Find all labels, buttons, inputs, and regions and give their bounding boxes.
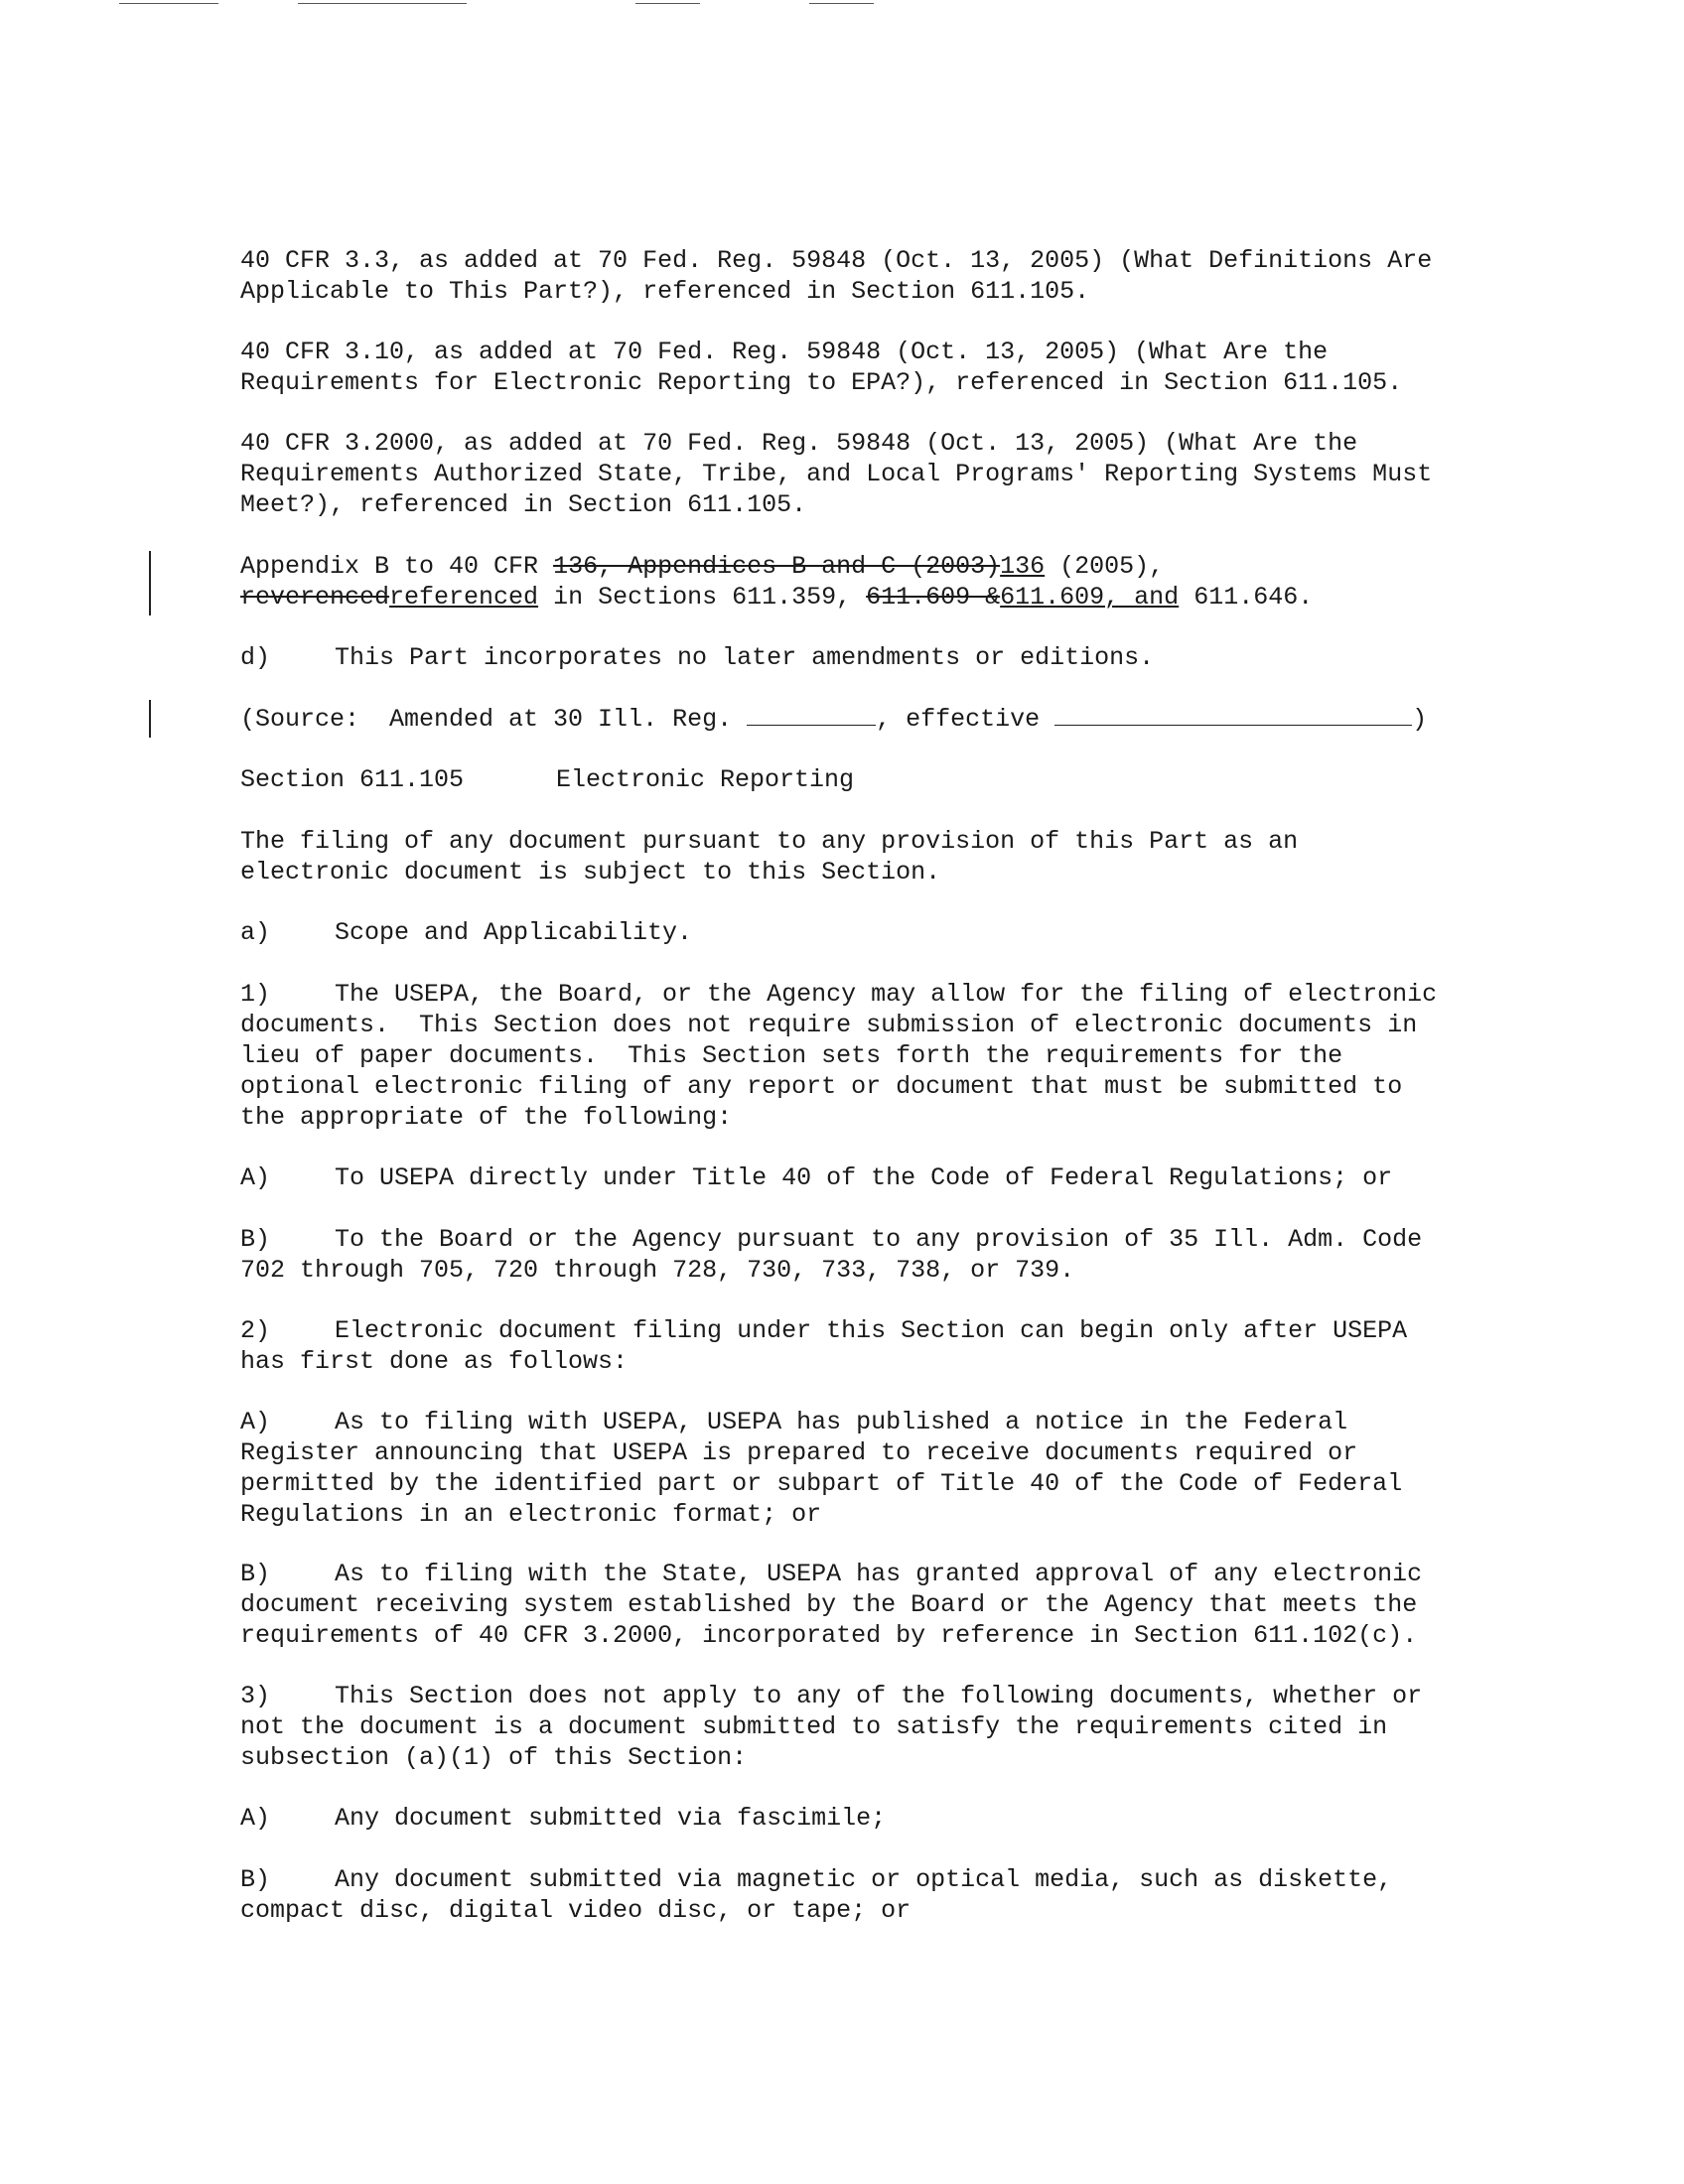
subsection-a-1: 1) The USEPA, the Board, or the Agency may allow for the filing of electronic documents. This Section does not require submission of electronic documents in lieu of paper documents. This Section sets forth the requirements for the optional electronic filing of any report or document that must be submitted to the appropriate of the following: — [240, 980, 1438, 1132]
inserted-text: 611.609, and — [1000, 583, 1180, 612]
subsection-a: a) Scope and Applicability. — [240, 918, 693, 947]
scan-mark — [635, 3, 700, 4]
reference-cfr-3-10: 40 CFR 3.10, as added at 70 Fed. Reg. 59848 (Oct. 13, 2005) (What Are the Requirements for Electronic Reporting to EPA?), referenced in Section 611.105. — [240, 338, 1403, 397]
inserted-text: 136 — [1000, 552, 1046, 581]
source-note: (Source: Amended at 30 Ill. Reg. , effective ) — [240, 705, 1428, 734]
inserted-text: referenced — [389, 583, 539, 612]
deleted-text: reverenced — [240, 583, 390, 612]
reference-cfr-3-2000: 40 CFR 3.2000, as added at 70 Fed. Reg. 59848 (Oct. 13, 2005) (What Are the Requirements Authorized State, Tribe, and Local Programs' Reporting Systems Must Meet?), referenced in Section 611.105. — [240, 429, 1433, 519]
scan-mark — [809, 3, 874, 4]
deleted-text: 611.609 & — [866, 583, 1001, 612]
subsection-d: d) This Part incorporates no later amendments or editions. — [240, 643, 1155, 672]
scan-mark — [119, 3, 218, 4]
subsection-a-2-A: A) As to filing with USEPA, USEPA has published a notice in the Federal Register announcing that USEPA is prepared to receive documents required or permitted by the identified part or subpart of Title 40 of the Code of Federal Regulations in an electronic format; or — [240, 1408, 1403, 1529]
section-heading: Section 611.105 Electronic Reporting — [240, 765, 855, 794]
subsection-a-1-A: A) To USEPA directly under Title 40 of the Code of Federal Regulations; or — [240, 1163, 1393, 1192]
subsection-a-2-B: B) As to filing with the State, USEPA has granted approval of any electronic document receiving system established by the Board or the Agency that meets the requirements of 40 CFR 3.2000, incorporated by reference in Section 611.102(c). — [240, 1560, 1423, 1650]
scan-mark — [298, 3, 467, 4]
revision-bar — [149, 551, 151, 615]
reference-cfr-3-3: 40 CFR 3.3, as added at 70 Fed. Reg. 59848 (Oct. 13, 2005) (What Definitions Are Applicable to This Part?), referenced in Section 611.105. — [240, 246, 1433, 306]
subsection-a-3: 3) This Section does not apply to any of the following documents, whether or not the document is a document submitted to satisfy the requirements cited in subsection (a)(1) of this Section: — [240, 1682, 1423, 1772]
revision-bar — [149, 700, 151, 738]
subsection-a-1-B: B) To the Board or the Agency pursuant to any provision of 35 Ill. Adm. Code 702 through 705, 720 through 728, 730, 733, 738, or 739. — [240, 1225, 1423, 1285]
subsection-a-3-A: A) Any document submitted via fascimile; — [240, 1804, 887, 1833]
deleted-text: 136, Appendices B and C (2003) — [553, 552, 1001, 581]
section-intro: The filing of any document pursuant to any provision of this Part as an electronic document is subject to this Section. — [240, 827, 1299, 887]
subsection-a-2: 2) Electronic document filing under this Section can begin only after USEPA has first done as follows: — [240, 1316, 1408, 1376]
reference-appendix-b: Appendix B to 40 CFR 136, Appendices B and C (2003)136 (2005), reverencedreferenced in Sections 611.359, 611.609 &611.609, and 611.646. — [240, 552, 1314, 612]
subsection-a-3-B: B) Any document submitted via magnetic or optical media, such as diskette, compact disc, digital video disc, or tape; or — [240, 1865, 1393, 1925]
blank-line — [747, 703, 876, 726]
blank-line — [1054, 703, 1412, 726]
